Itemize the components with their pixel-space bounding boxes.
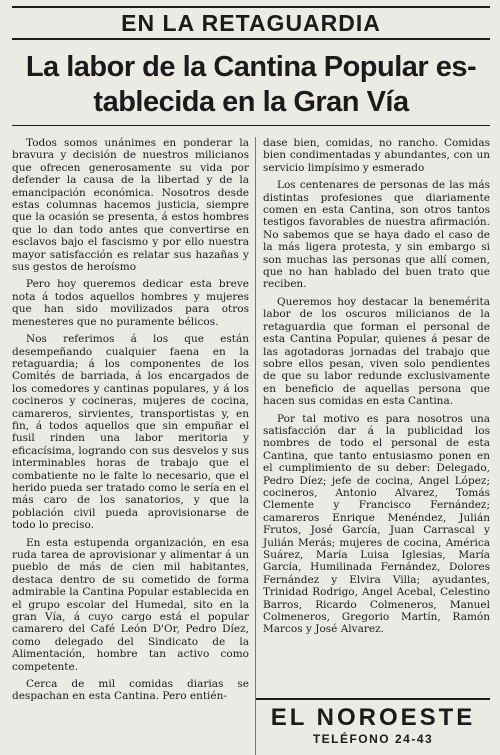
headline-rule — [12, 125, 490, 126]
paragraph: Cerca de mil comidas diarias se despachan en esta Cantina. Pero entién- — [12, 678, 249, 703]
paragraph: Por tal motivo es para nosotros una satisfacción dar á la publicidad los nombres de todo el personal de esta Cantina, que tanto entusiasmo ponen en el cumplimiento de su deber: Delegado, Pedro Díez; jefe de cocina, Angel López; cocineros, Antonio Alvarez, Tomás Clemente y Francisco Fernández; camareros Enrique Menéndez, Julián Frutos, José García, Juan Carrascal y Julián Merás; mujeres de cocina, América Suárez, María Luisa Iglesias, María García, Humilinada Fernández, Dolores Fernández y Elvira Villa; ayudantes, Trinidad Rodrigo, Angel Acebal, Celestino Barros, Ricardo Colmeneros, Manuel Colmeneros, Gregorio Martín, Ramón Marcos y José Alvarez. — [263, 412, 490, 636]
masthead-phone: TELÉFONO 24-43 — [312, 732, 434, 746]
article-column-left — [12, 137, 255, 755]
paragraph: Nos referimos á los que están desempeñando cualquier faena en la retaguardia; á los componentes de los Comités de barriada, á los encargados de los comedores y cantinas populares, y á los cocineros y cocineras, mujeres de cocina, camareros, sirvientes, transportistas y, en fin, á todos aquellos que sin empuñar el fusil rinden una labor meritoria y eficacísima, logrando con sus desvelos y sus interminables horas de trabajo que el combatiente no le falte lo necesario, que el herido pueda ser tratado como le sería en el más caro de los sanatorios, y que la población civil pueda aprovisionarse de todo lo preciso. — [12, 333, 249, 532]
paragraph: Queremos hoy destacar la beneméritа labor de los oscuros milicianos de la retaguardia que forman el personal de esta Cantina Popular, quienes á pesar de las agotadoras jornadas del trabajo que sobre ellos pesan, viven solo pendientes de que su labor redunde exclusivamente en beneficio de aquellas persona que hacen sus comidas en esta Cantina. — [263, 295, 490, 408]
paragraph: Los centenares de personas de las más distintas profesiones que diariamente comen en esta Cantina, son otros tantos testigos favorables de nuestra afirmación. No sabemos que se haya dado el caso de la más ligera protesta, y sin embargo si son muchas las personas que allí comen, que no han hablado del buen trato que reciben. — [263, 179, 490, 291]
paragraph: En esta estupenda organización, en esa ruda tarea de aprovisionar y alimentar á un pueblo de más de cien mil habitantes, destaca dentro de su cometido de forma admirable la Cantina Popular establecida en el grupo escolar del Humedal, sito en la gran Vía, á cuyo cargo está el popular camarero del Café León D'Or, Pedro Díez, como delegado del Sindicato de la Alimentación, hombre tan activo como competente. — [12, 536, 249, 673]
masthead-title: EL NOROESTE — [270, 704, 476, 731]
headline — [12, 50, 490, 120]
section-header: EN LA RETAGUARDIA — [12, 6, 490, 40]
paragraph: dase bien, comidas, no rancho. Comidas bien condimentadas y abundantes, con un servicio limpísimo y esmerado — [263, 137, 490, 174]
headline-line-2: tablecida en la Gran Vía — [93, 86, 409, 118]
newspaper-masthead — [256, 698, 490, 747]
article-column-right — [255, 137, 490, 755]
paragraph: Todos somos unánimes en ponderar la bravura y decisión de nuestros milicianos que ofrecen generosamente su vida por defender la causa de la libertad y de la emancipación económica. Nosotros desde estas columnas hacemos justicia, siempre que la ocasión se presenta, á estos hombres que lo dan todo antes que convertirse en esclavos bajo el fascismo y por ello nuestra mayor satisfacción es relatar sus hazañas y sus gestos de heroísmo — [12, 137, 249, 274]
headline-line-1: La labor de la Cantina Popular es- — [25, 51, 477, 83]
paragraph: Pero hoy queremos dedicar esta breve nota á todos aquellos hombres y mujeres que han sido movilizados para otros menesteres que no puramente bélicos. — [12, 278, 249, 328]
article-columns — [12, 137, 490, 755]
